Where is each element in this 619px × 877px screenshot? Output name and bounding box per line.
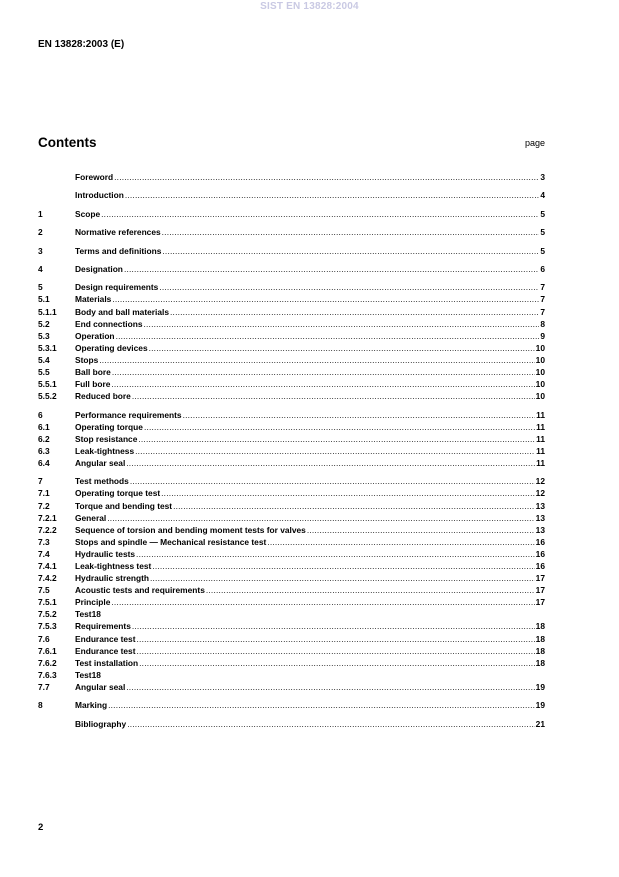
toc-leader-dots — [206, 585, 535, 595]
toc-entry-number: 6.3 — [38, 445, 50, 456]
toc-leader-dots — [108, 700, 535, 710]
toc-entry-title: Angular seal — [75, 457, 126, 468]
toc-entry-page: 11 — [536, 457, 545, 468]
toc-entry-title: Body and ball materials — [75, 306, 170, 317]
toc-entry[interactable] — [38, 434, 545, 446]
toc-entry-number: 7 — [38, 476, 43, 487]
toc-entry-number: 6.2 — [38, 433, 50, 444]
toc-entry-number: 5.5.1 — [38, 379, 57, 390]
toc-entry-number: 7.5.1 — [38, 597, 57, 608]
toc-entry-page: 10 — [535, 342, 545, 353]
toc-entry-number: 3 — [38, 245, 43, 256]
toc-entry-page: 13 — [535, 524, 545, 535]
toc-entry-page: 7 — [540, 306, 545, 317]
toc-entry-page: 18 — [535, 621, 545, 632]
toc-leader-dots — [126, 682, 534, 692]
toc-entry-number: 5.5 — [38, 367, 50, 377]
toc-entry-title: Normative references — [75, 227, 161, 238]
toc-entry[interactable] — [38, 343, 545, 355]
toc-entry-title: Ball bore — [75, 367, 111, 377]
document-id: EN 13828:2003 (E) — [38, 39, 125, 50]
toc-entry[interactable] — [38, 307, 545, 319]
toc-leader-dots — [124, 264, 539, 274]
toc-entry[interactable] — [38, 422, 545, 434]
toc-leader-dots — [137, 646, 535, 656]
toc-leader-dots — [161, 488, 535, 498]
toc-entry[interactable] — [38, 585, 545, 597]
toc-entry[interactable] — [38, 227, 545, 239]
toc-entry-number: 8 — [38, 700, 43, 711]
toc-leader-dots — [183, 410, 536, 420]
toc-entry-page: 10 — [535, 367, 545, 377]
toc-entry-title: Test18 — [75, 609, 101, 620]
toc-entry[interactable] — [38, 209, 545, 221]
toc-entry-title: Angular seal — [75, 681, 126, 692]
toc-entry-title: Scope — [75, 208, 101, 219]
toc-entry-number: 7.6 — [38, 633, 50, 644]
toc-leader-dots — [137, 634, 535, 644]
page-column-label: page — [524, 138, 545, 148]
toc-entry-page: 8 — [540, 318, 545, 329]
toc-entry-title: Operation — [75, 330, 115, 341]
toc-entry-number: 7.7 — [38, 681, 50, 692]
toc-entry[interactable] — [38, 367, 545, 379]
toc-entry[interactable] — [38, 658, 545, 670]
toc-entry-title: General — [75, 512, 107, 523]
toc-entry-title: Endurance test — [75, 645, 136, 656]
toc-entry-page: 6 — [540, 263, 545, 274]
toc-entry-number: 7.6.3 — [38, 669, 57, 680]
toc-entry-page: 19 — [535, 681, 545, 692]
toc-entry-title: Test18 — [75, 669, 101, 680]
toc-entry-page: 11 — [536, 445, 545, 456]
toc-entry-number: 5.1.1 — [38, 306, 57, 317]
toc-leader-dots — [99, 355, 534, 365]
toc-entry[interactable] — [38, 410, 545, 422]
toc-entry-title: Reduced bore — [75, 391, 131, 402]
toc-leader-dots — [112, 367, 535, 377]
toc-entry-page: 13 — [535, 512, 545, 523]
toc-entry-number: 6.1 — [38, 421, 50, 432]
toc-leader-dots — [111, 597, 534, 607]
toc-entry[interactable] — [38, 446, 545, 458]
toc-entry-number: 7.5 — [38, 585, 50, 596]
toc-leader-dots — [135, 446, 535, 456]
toc-entry-title: Performance requirements — [75, 409, 182, 420]
toc-entry[interactable] — [38, 282, 545, 294]
toc-entry[interactable] — [38, 246, 545, 258]
toc-leader-dots — [139, 658, 535, 668]
toc-leader-dots — [132, 621, 535, 631]
toc-leader-dots — [149, 343, 535, 353]
toc-leader-dots — [152, 561, 534, 571]
toc-leader-dots — [162, 227, 540, 237]
toc-entry[interactable] — [38, 476, 545, 488]
toc-entry-page: 13 — [535, 500, 545, 511]
toc-entry-number: 5.4 — [38, 354, 50, 365]
toc-leader-dots — [107, 513, 534, 523]
toc-entry[interactable] — [38, 573, 545, 585]
toc-leader-dots — [130, 476, 535, 486]
toc-entry[interactable] — [38, 525, 545, 537]
toc-entry-number: 7.6.1 — [38, 645, 57, 656]
table-of-contents — [38, 172, 545, 731]
toc-entry-title: Foreword — [75, 172, 114, 182]
toc-entry-number: 5.1 — [38, 294, 50, 305]
toc-entry-title: Full bore — [75, 379, 111, 390]
toc-leader-dots — [112, 294, 539, 304]
toc-entry-page: 7 — [540, 294, 545, 305]
toc-entry-page: 4 — [540, 190, 545, 201]
toc-entry-page: 21 — [535, 718, 545, 729]
toc-entry-title: Acoustic tests and requirements — [75, 585, 205, 596]
toc-entry-number: 5.3.1 — [38, 342, 57, 353]
toc-entry-page: 16 — [535, 548, 545, 559]
toc-entry[interactable] — [38, 634, 545, 646]
toc-entry-page: 17 — [535, 585, 545, 596]
toc-entry-page: 18 — [535, 633, 545, 644]
toc-entry-title: Hydraulic tests — [75, 548, 136, 559]
toc-entry[interactable] — [38, 264, 545, 276]
toc-entry-title: Operating torque — [75, 421, 143, 432]
toc-entry-number: 7.2.1 — [38, 512, 57, 523]
toc-entry-title: Test methods — [75, 476, 129, 487]
toc-entry[interactable] — [38, 597, 545, 609]
toc-entry-number: 7.3 — [38, 536, 50, 547]
watermark: SIST EN 13828:2004 — [260, 1, 359, 12]
toc-entry-page: 12 — [535, 488, 545, 499]
toc-leader-dots — [126, 458, 535, 468]
toc-entry[interactable] — [38, 609, 545, 621]
toc-entry-number: 5.3 — [38, 330, 50, 341]
toc-entry-number: 6.4 — [38, 457, 50, 468]
toc-entry-number: 4 — [38, 263, 43, 274]
toc-entry-title: Bibliography — [75, 718, 127, 729]
toc-entry-title: Introduction — [75, 190, 124, 201]
toc-entry-title: Torque and bending test — [75, 500, 173, 511]
toc-entry-number: 7.6.2 — [38, 657, 57, 668]
contents-title: Contents — [38, 135, 97, 150]
toc-entry-title: Sequence of torsion and bending moment tests for valves — [75, 524, 306, 535]
toc-leader-dots — [116, 331, 540, 341]
toc-entry-page: 7 — [540, 282, 545, 293]
toc-leader-dots — [162, 246, 539, 256]
toc-entry-page: 18 — [535, 657, 545, 668]
toc-entry-title: Marking — [75, 700, 108, 711]
toc-entry-number: 1 — [38, 208, 43, 219]
toc-leader-dots — [127, 719, 534, 729]
toc-entry[interactable] — [38, 319, 545, 331]
toc-leader-dots — [170, 307, 539, 317]
toc-entry-title: Test installation — [75, 657, 139, 668]
toc-entry-page: 9 — [540, 330, 545, 341]
toc-entry[interactable] — [38, 190, 545, 202]
toc-leader-dots — [143, 319, 539, 329]
toc-entry-title: Stops and spindle — Mechanical resistance test — [75, 536, 267, 547]
toc-entry[interactable] — [38, 488, 545, 500]
toc-entry-title: Designation — [75, 263, 123, 274]
toc-leader-dots — [144, 422, 535, 432]
toc-entry-page: 5 — [540, 227, 545, 238]
toc-entry[interactable] — [38, 719, 545, 731]
toc-entry[interactable] — [38, 379, 545, 391]
toc-entry-title: End connections — [75, 318, 143, 329]
toc-entry-number: 7.5.2 — [38, 609, 57, 620]
toc-entry-number: 7.4 — [38, 548, 50, 559]
toc-entry-number: 5 — [38, 282, 43, 293]
toc-leader-dots — [307, 525, 535, 535]
toc-entry-page: 12 — [535, 476, 545, 487]
toc-entry-number: 7.5.3 — [38, 621, 57, 632]
toc-entry-page: 19 — [535, 700, 545, 711]
toc-entry-title: Endurance test — [75, 633, 136, 644]
toc-entry-number: 6 — [38, 409, 43, 420]
toc-entry-title: Stops — [75, 354, 99, 365]
toc-entry-page: 16 — [535, 536, 545, 547]
toc-entry-number: 7.4.1 — [38, 561, 57, 571]
toc-entry[interactable] — [38, 294, 545, 306]
toc-entry-page: 11 — [536, 421, 545, 432]
toc-leader-dots — [132, 391, 535, 401]
toc-entry-title: Hydraulic strength — [75, 573, 149, 584]
toc-entry-title: Leak-tightness test — [75, 561, 152, 571]
toc-entry[interactable] — [38, 458, 545, 470]
toc-leader-dots — [173, 501, 535, 511]
toc-entry-page: 18 — [535, 645, 545, 656]
toc-leader-dots — [138, 434, 535, 444]
toc-entry-number: 2 — [38, 227, 43, 238]
toc-entry-page: 11 — [536, 409, 545, 420]
toc-leader-dots — [159, 282, 539, 292]
toc-leader-dots — [111, 379, 534, 389]
toc-entry-number: 7.2 — [38, 500, 50, 511]
toc-entry[interactable] — [38, 501, 545, 513]
toc-entry[interactable] — [38, 646, 545, 658]
toc-entry[interactable] — [38, 391, 545, 403]
toc-entry-title: Leak-tightness — [75, 445, 135, 456]
toc-entry[interactable] — [38, 561, 545, 573]
toc-entry-page: 16 — [535, 561, 545, 571]
toc-entry-page: 5 — [540, 208, 545, 219]
toc-entry-title: Requirements — [75, 621, 131, 632]
toc-entry[interactable] — [38, 549, 545, 561]
toc-entry-page: 10 — [535, 354, 545, 365]
toc-entry-title: Operating devices — [75, 342, 148, 353]
toc-leader-dots — [150, 573, 535, 583]
toc-entry[interactable] — [38, 682, 545, 694]
toc-entry-number: 7.1 — [38, 488, 50, 499]
toc-entry-title: Principle — [75, 597, 111, 608]
toc-entry-title: Stop resistance — [75, 433, 138, 444]
toc-entry[interactable] — [38, 670, 545, 682]
toc-entry-number: 7.2.2 — [38, 524, 57, 535]
page-number: 2 — [38, 822, 44, 833]
toc-entry[interactable] — [38, 331, 545, 343]
toc-leader-dots — [101, 209, 539, 219]
toc-entry-title: Materials — [75, 294, 112, 305]
toc-entry-page: 3 — [540, 172, 545, 182]
toc-entry[interactable] — [38, 172, 545, 184]
toc-entry-page: 10 — [535, 391, 545, 402]
toc-leader-dots — [125, 190, 539, 200]
toc-entry-number: 5.5.2 — [38, 391, 57, 402]
toc-entry-page: 17 — [535, 573, 545, 584]
toc-entry-number: 5.2 — [38, 318, 50, 329]
toc-leader-dots — [114, 172, 539, 182]
toc-entry[interactable] — [38, 700, 545, 712]
toc-entry-page: 17 — [535, 597, 545, 608]
toc-entry-number: 7.4.2 — [38, 573, 57, 584]
toc-entry-page: 10 — [535, 379, 545, 390]
toc-entry-title: Terms and definitions — [75, 245, 162, 256]
toc-entry-title: Operating torque test — [75, 488, 161, 499]
toc-entry[interactable] — [38, 513, 545, 525]
toc-leader-dots — [267, 537, 534, 547]
toc-entry[interactable] — [38, 621, 545, 633]
toc-leader-dots — [136, 549, 535, 559]
toc-entry-title: Design requirements — [75, 282, 159, 293]
toc-entry-page: 11 — [536, 433, 545, 444]
toc-entry[interactable] — [38, 537, 545, 549]
toc-entry-page: 5 — [540, 245, 545, 256]
toc-entry[interactable] — [38, 355, 545, 367]
